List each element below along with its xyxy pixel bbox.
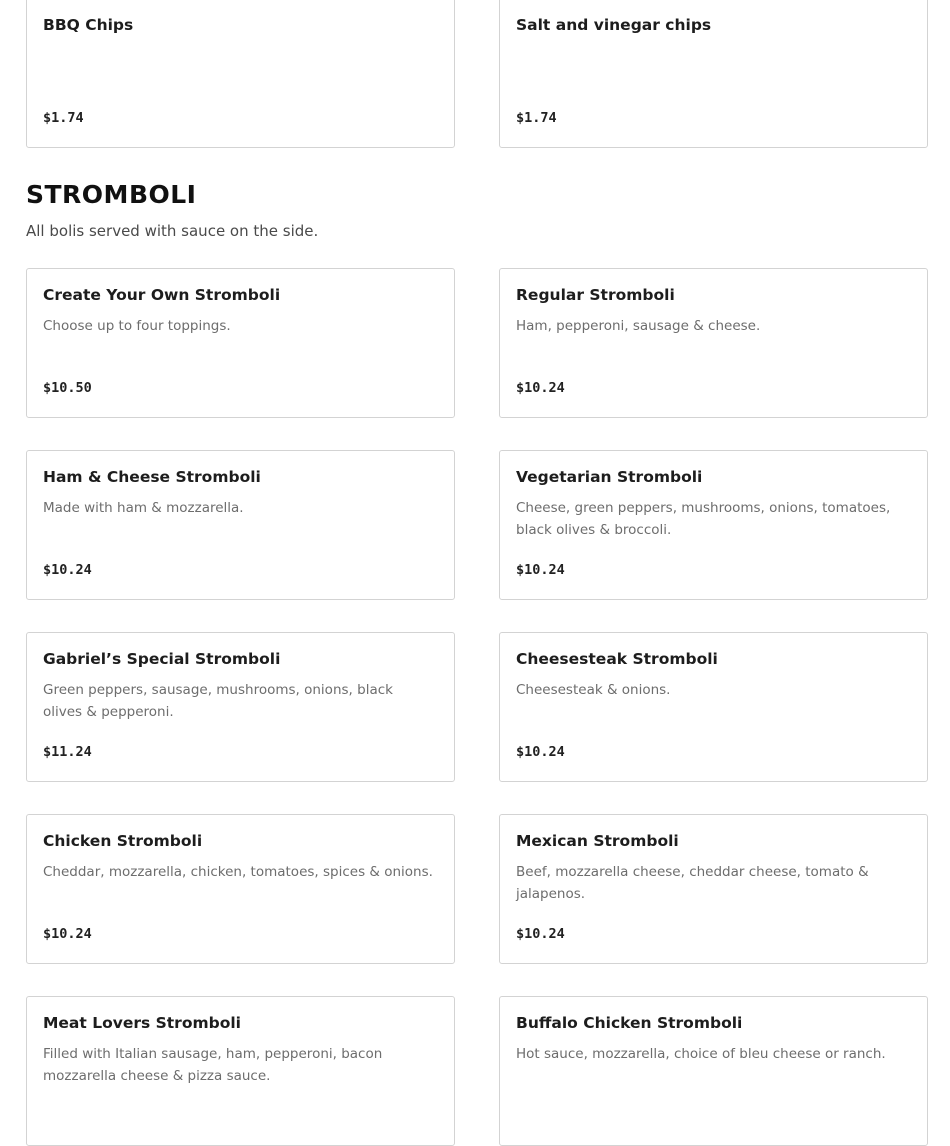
menu-item-card[interactable] <box>26 450 455 600</box>
menu-item-card[interactable] <box>26 996 455 1146</box>
menu-item-card[interactable] <box>499 996 928 1146</box>
stromboli-items-grid <box>26 268 928 1146</box>
menu-item-card[interactable] <box>26 0 455 148</box>
menu-item-description: Ham, pepperoni, sausage & cheese. <box>516 318 761 334</box>
menu-item-price: $1.74 <box>516 110 557 126</box>
menu-item-name: Mexican Stromboli <box>516 832 679 850</box>
menu-item-price: $10.24 <box>516 926 565 942</box>
menu-item-name: Gabriel’s Special Stromboli <box>43 650 281 668</box>
menu-item-name: Create Your Own Stromboli <box>43 286 281 304</box>
menu-item-name: Salt and vinegar chips <box>516 16 712 34</box>
menu-item-description: Beef, mozzarella cheese, cheddar cheese, tomato & jalapenos. <box>516 864 869 902</box>
menu-item-name: Buffalo Chicken Stromboli <box>516 1014 743 1032</box>
menu-item-price: $10.24 <box>516 380 565 396</box>
menu-item-card[interactable] <box>499 632 928 782</box>
menu-item-description: Choose up to four toppings. <box>43 318 231 334</box>
menu-item-description: Cheese, green peppers, mushrooms, onions, tomatoes, black olives & broccoli. <box>516 500 891 538</box>
menu-item-card[interactable] <box>26 268 455 418</box>
menu-item-description: Cheddar, mozzarella, chicken, tomatoes, spices & onions. <box>43 864 433 880</box>
section-title: STROMBOLI <box>26 180 197 209</box>
menu-item-description: Cheesesteak & onions. <box>516 682 671 698</box>
menu-item-card[interactable] <box>26 632 455 782</box>
menu-item-name: Chicken Stromboli <box>43 832 203 850</box>
menu-item-card[interactable] <box>499 450 928 600</box>
menu-item-card[interactable] <box>26 814 455 964</box>
menu-item-card[interactable] <box>499 814 928 964</box>
menu-item-price: $10.50 <box>43 380 92 396</box>
menu-item-price: $10.24 <box>516 562 565 578</box>
menu-item-name: Cheesesteak Stromboli <box>516 650 718 668</box>
menu-item-price: $10.24 <box>43 926 92 942</box>
menu-item-name: Vegetarian Stromboli <box>516 468 703 486</box>
menu-item-name: BBQ Chips <box>43 16 134 34</box>
menu-item-description: Green peppers, sausage, mushrooms, onions, black olives & pepperoni. <box>43 682 393 720</box>
menu-item-price: $1.74 <box>43 110 84 126</box>
menu-item-card[interactable] <box>499 268 928 418</box>
menu-item-description: Hot sauce, mozzarella, choice of bleu cheese or ranch. <box>516 1046 886 1062</box>
menu-item-description: Made with ham & mozzarella. <box>43 500 244 516</box>
menu-item-description: Filled with Italian sausage, ham, pepperoni, bacon mozzarella cheese & pizza sauce. <box>43 1046 383 1084</box>
menu-item-name: Regular Stromboli <box>516 286 675 304</box>
menu-item-price: $10.24 <box>516 744 565 760</box>
menu-item-name: Ham & Cheese Stromboli <box>43 468 261 486</box>
menu-item-price: $11.24 <box>43 744 92 760</box>
menu-item-card[interactable] <box>499 0 928 148</box>
menu-item-price: $10.24 <box>43 562 92 578</box>
chips-items-grid <box>26 0 928 148</box>
section-description: All bolis served with sauce on the side. <box>26 222 319 240</box>
menu-item-name: Meat Lovers Stromboli <box>43 1014 241 1032</box>
